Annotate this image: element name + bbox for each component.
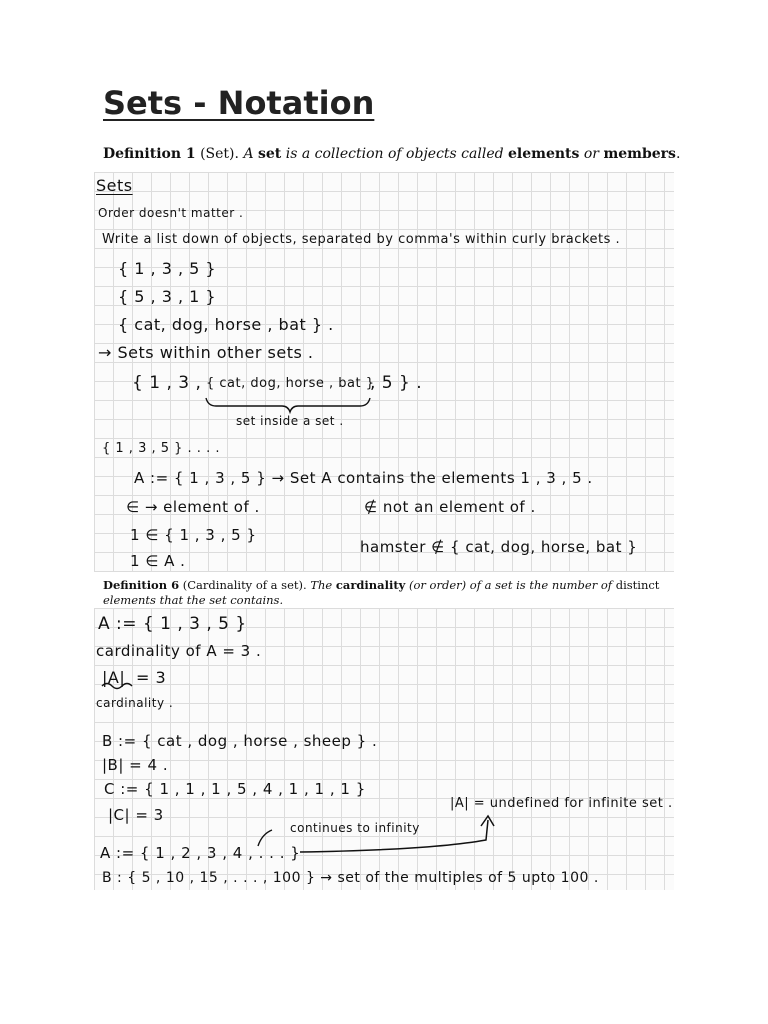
notes-grid-1 (94, 172, 674, 572)
note-line: cardinality of A = 3 . (96, 642, 262, 660)
definition-text: is a collection of objects called (285, 146, 504, 162)
note-line: { 5 , 3 , 1 } (118, 287, 217, 306)
definition-text: elements that the set contains. (103, 593, 284, 607)
note-line: Write a list down of objects, separated by comma's within curly brackets . (102, 232, 621, 247)
notes-heading: Sets (96, 176, 133, 195)
note-line: |C| = 3 (108, 806, 164, 824)
note-line: A := { 1 , 3 , 5 } → Set A contains the elements 1 , 3 , 5 . (134, 469, 593, 487)
definition-text: A (243, 146, 254, 162)
note-line: B : { 5 , 10 , 15 , . . . , 100 } → set of the multiples of 5 upto 100 . (102, 870, 599, 886)
definition-term: (Cardinality of a set). (182, 578, 307, 592)
note-line: { 1 , 3 , (132, 373, 202, 393)
note-line: { cat, dog, horse , bat } (206, 376, 375, 391)
note-annotation: cardinality . (96, 696, 174, 710)
definition-text: (or order) of a set is the number of (408, 578, 613, 592)
note-line: → Sets within other sets . (98, 343, 314, 362)
note-line: C := { 1 , 1 , 1 , 5 , 4 , 1 , 1 , 1 } (104, 780, 366, 798)
note-line: { 1 , 3 , 5 } (118, 259, 217, 278)
note-annotation: continues to infinity (290, 821, 420, 835)
definition-1 (103, 146, 680, 162)
definition-text: The (310, 578, 333, 592)
page-title: Sets - Notation (103, 84, 375, 122)
definition-keyword: distinct (615, 578, 660, 592)
note-line: ∈ → element of . (126, 498, 260, 516)
note-line: { 1 , 3 , 5 } . . . . (102, 441, 220, 456)
note-line: Order doesn't matter . (98, 206, 244, 220)
definition-keyword: elements (508, 146, 580, 162)
definition-6 (103, 578, 665, 608)
notes-grid-2 (94, 608, 674, 890)
note-line: , 5 } . (370, 373, 423, 393)
note-line: B := { cat , dog , horse , sheep } . (102, 732, 378, 750)
definition-keyword: set (258, 146, 282, 162)
note-line: hamster ∉ { cat, dog, horse, bat } (360, 538, 638, 556)
definition-keyword: cardinality (335, 578, 406, 592)
definition-keyword: members (603, 146, 676, 162)
note-line: 1 ∈ { 1 , 3 , 5 } (130, 526, 257, 544)
definition-label: Definition 6 (103, 578, 180, 592)
definition-term: (Set). (200, 146, 239, 162)
note-annotation: |A| = undefined for infinite set . (450, 796, 673, 811)
note-line: |A| (102, 668, 126, 687)
note-line: { cat, dog, horse , bat } . (118, 315, 334, 334)
definition-label: Definition 1 (103, 146, 196, 162)
definition-text: or (583, 146, 599, 162)
note-line: = 3 (136, 668, 167, 687)
note-line: 1 ∈ A . (130, 552, 186, 570)
note-annotation: set inside a set . (236, 414, 344, 428)
note-line: A := { 1 , 3 , 5 } (98, 614, 247, 634)
note-line: ∉ not an element of . (364, 498, 536, 516)
note-line: |B| = 4 . (102, 756, 169, 774)
note-line: A := { 1 , 2 , 3 , 4 , . . . } (100, 844, 301, 862)
definition-text: . (675, 146, 681, 162)
